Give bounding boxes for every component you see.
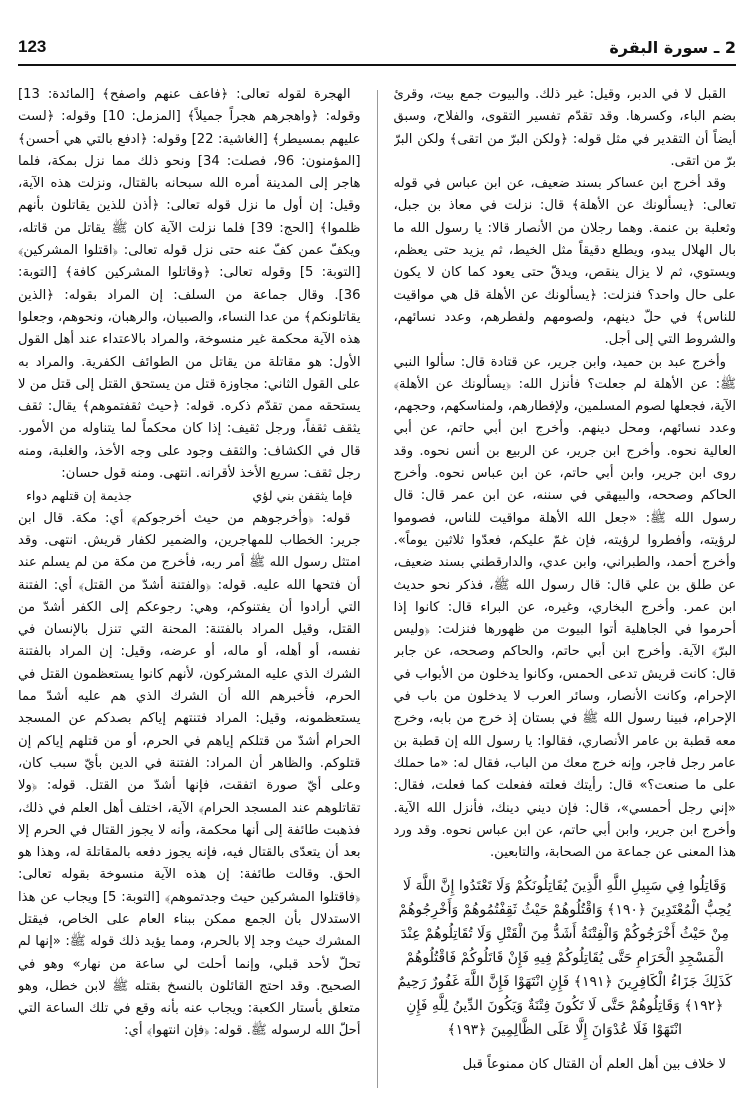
text-columns: [18, 84, 736, 1088]
paragraph: الهجرة لقوله تعالى: ﴿فاعف عنهم واصفح﴾ [المائدة: 13] وقوله: ﴿واهجرهم هجراً جميلاً﴾ [المزمل: 10] وقوله: ﴿لست عليهم بمسيطر﴾ [الغاشية: 22] وقوله: ﴿ادفع بالتي هي أحسن﴾ [المؤمنون: 96، فصلت: 34] ونحو ذلك مما نزل بمكة، فلما هاجر إلى المدينة أمره الله سبحانه بالقتال، ونزلت هذه الآية، وقيل: إن أول ما نزل قوله تعالى: ﴿أذن للذين يقاتلون بأنهم ظلموا﴾ [الحج: 39] فلما نزلت الآية كان ﷺ يقاتل من قاتله، ويكفّ عمن كفّ عنه حتى نزل قوله تعالى: ﴿اقتلوا المشركين﴾ [التوبة: 5] وقوله تعالى: ﴿وقاتلوا المشركين كافة﴾ [التوبة: 36]. وقال جماعة من السلف: إن المراد بقوله: ﴿الذين يقاتلونكم﴾ من عدا النساء، والصبيان، والرهبان، ونحوهم، وجعلوا هذه الآية محكمة غير منسوخة، والمراد بالاعتداء عند أهل القول الأول: هو مقاتلة من يقاتل من الطوائف الكفرية. والمراد به على القول الثاني: مجاوزة قتل من يستحق القتل إلى قتل من لا يستحقه ممن تقدّم ذكره. قوله: ﴿حيث ثقفتموهم﴾ يقال: ثقف يثقف ثقفاً، ورجل ثقيف: إذا كان محكماً لما يتناوله من الأمور. قال في الكشاف: والثقف وجود على وجه الأخذ، والغلبة، ومنه رجل ثقف: سريع الأخذ لأقرانه. انتهى. ومنه قول حسان:: [18, 87, 361, 482]
poem-first-hemistich: فإما يثقفن بني لؤي: [252, 488, 353, 504]
paragraph: قوله: ﴿وأخرجوهم من حيث أخرجوكم﴾ أي: مكة. قال ابن جرير: الخطاب للمهاجرين، والضمير لكفار قريش. انتهى. وقد امتثل رسول الله ﷺ أمر ربه، فأخرج من مكة من لم يسلم عند أن فتحها الله عليه. قوله: ﴿والفتنة أشدّ من القتل﴾ أي: الفتنة التي أرادوا أن يفتنوكم، وهي: رجوعكم إلى الكفر أشدّ من القتل، وقيل المراد بالفتنة: المحنة التي تنزل بالإنسان في نفسه، أو أهله، أو ماله، أو عرضه، وقيل: إن المراد بالفتنة الشرك الذي عليه المشركون، لأنهم كانوا يستعظمون القتل في الحرم، فأخبرهم الله أن الشرك الذي هم عليه أشدّ مما يستعظمونه، وقيل: المراد فتنتهم إياكم بصدكم عن المسجد الحرام أشدّ من قتلكم إياهم في الحرم، أو من قتلهم إياكم إن قتلوكم. والظاهر أن المراد: الفتنة في الدين بأيّ سبب كان، وعلى أيّ صورة اتفقت، فإنها أشدّ من القتل. قوله: ﴿ولا تقاتلوهم عند المسجد الحرام﴾ الآية، اختلف أهل العلم في ذلك، فذهبت طائفة إلى أنها محكمة، وأنه لا يجوز القتال في الحرم إلا بعد أن يتعدّى بالقتال فيه، فإنه يجوز دفعه بالمقاتلة له، وهذا هو الحق. وقالت طائفة: إن هذه الآية منسوخة بقوله تعالى: ﴿فاقتلوا المشركين حيث وجدتموهم﴾ [التوبة: 5] ويجاب عن هذا الاستدلال بأن الجمع ممكن ببناء العام على الخاص، فيقتل المشرك حيث وجد إلا بالحرم، ومما يؤيد ذلك قوله ﷺ: «إنها لم تحلّ لأحد قبلي، وإنما أحلت لي ساعة من نهار» وهو في الصحيح. وقد احتج القائلون بالنسخ بقتله ﷺ لابن خطل، وهو متعلق بأستار الكعبة: ويجاب عنه بأنه وقع في تلك الساعة التي أحلّ الله لرسوله ﷺ. قوله: ﴿فإن انتهوا﴾ أي:: [18, 510, 361, 1039]
surah-title: 2 ـ سورة البقرة: [609, 37, 736, 57]
quran-verses: [394, 868, 737, 1048]
verse: وَاقْتُلُوهُمْ حَيْثُ ثَقِفْتُمُوهُمْ وَأَخْرِجُوهُمْ مِنْ حَيْثُ أَخْرَجُوكُمْ وَالْفِتْنَةُ أَشَدُّ مِنَ الْقَتْلِ وَلَا تُقَاتِلُوهُمْ عِنْدَ الْمَسْجِدِ الْحَرَامِ حَتَّى يُقَاتِلُوكُمْ فِيهِ فَإِنْ قَاتَلُوكُمْ فَاقْتُلُوهُمْ كَذَلِكَ جَزَاءُ الْكَافِرِينَ ﴿١٩١﴾: [398, 902, 733, 991]
poem-verse: [26, 485, 353, 507]
paragraph: لا خلاف بين أهل العلم أن القتال كان ممنوعاً قبل: [462, 1057, 726, 1073]
verse: وَقَاتِلُوهُمْ حَتَّى لَا تَكُونَ فِتْنَةٌ وَيَكُونَ الدِّينُ لِلَّهِ فَإِنِ انْتَهَوْا فَلَا عُدْوَانَ إِلَّا عَلَى الظَّالِمِينَ ﴿١٩٣﴾: [406, 998, 683, 1039]
paragraph: القبل لا في الدبر، وقيل: غير ذلك. والبيوت جمع بيت، وقرئ بضم الباء، وكسرها. وقد تقدّم تفسير التقوى، والفلاح، وسبق أيضاً أن التقدير في مثل قوله: ﴿ولكن البرّ من اتقى﴾ ولكن البرّ برّ من اتقى.: [393, 87, 736, 169]
paragraph: وقد أخرج ابن عساكر بسند ضعيف، عن ابن عباس في قوله تعالى: ﴿يسألونك عن الأهلة﴾ قال: نزلت في معاذ بن جبل، وثعلبة بن عنمة. وهما رجلان من الأنصار قالا: يا رسول الله ما بال الهلال يبدو، ويطلع دقيقاً مثل الخيط، ثم يزيد حتى يعظم، ويستوي، ثم لا يزال ينقص، ويدقّ حتى يعود كما كان لا يكون على حال واحد؟ فنزلت: ﴿يسألونك عن الأهلة قل هي مواقيت للناس﴾ في حلّ دينهم، ولصومهم ولفطرهم، وعدد نسائهم، والشروط التي إلى أجل.: [393, 176, 736, 348]
verse: وَقَاتِلُوا فِي سَبِيلِ اللَّهِ الَّذِينَ يُقَاتِلُونَكُمْ وَلَا تَعْتَدُوا إِنَّ اللَّهَ لَا يُحِبُّ الْمُعْتَدِينَ ﴿١٩٠﴾: [403, 878, 731, 919]
poem-second-hemistich: جذيمة إن قتلهم دواء: [26, 488, 132, 504]
column-divider: [377, 90, 378, 1088]
left-column: [18, 84, 361, 1088]
right-column: [394, 84, 737, 1088]
page-header: [18, 30, 736, 66]
verse: فَإِنِ انْتَهَوْا فَإِنَّ اللَّهَ غَفُورٌ رَحِيمٌ ﴿١٩٢﴾: [397, 974, 724, 1015]
paragraph: وأخرج عبد بن حميد، وابن جرير، عن قتادة قال: سألوا النبي ﷺ: عن الأهلة لم جعلت؟ فأنزل الله: ﴿يسألونك عن الأهلة﴾ الآية، فجعلها لصوم المسلمين، ولإفطارهم، ولمناسكهم، وحجهم، وعدد نسائهم، ومحل دينهم. وأخرج ابن أبي حاتم، عن أبي العالية نحوه. وأخرج ابن جرير، عن الربيع بن أنس نحوه. وقد روى ابن جرير، وابن أبي حاتم، عن ابن عباس نحوه. وأخرج الحاكم وصححه، والبيهقي في سننه، عن ابن عمر قال: قال رسول الله ﷺ: «جعل الله الأهلة مواقيت للناس، فصوموا لرؤيته، وأفطروا لرؤيته، فإن غمّ عليكم، فعدّوا ثلاثين يوماً». وأخرج أحمد، والطبراني، وابن عدي، والدارقطني بسند ضعيف، عن طلق بن علي قال: قال رسول الله ﷺ، فذكر نحو حديث ابن عمر. وأخرج البخاري، وغيره، عن البراء قال: كانوا إذا أحرموا في الجاهلية أتوا البيوت من ظهورها فنزلت: ﴿وليس البرّ﴾ الآية. وأخرج ابن أبي حاتم، والحاكم وصححه، عن جابر قال: كانت قريش تدعى الحمس، وكانوا يدخلون من الأبواب في الإحرام، وكانت الأنصار، وسائر العرب لا يدخلون من باب في الإحرام، فبينا رسول الله ﷺ في بستان إذ خرج من بابه، وخرج معه قطبة بن عامر الأنصاري، فقالوا: يا رسول الله إن قطبة بن عامر رجل فاجر، وإنه خرج معك من الباب، فقال له: «ما حملك على ما صنعت؟» قال: رأيتك فعلته ففعلت كما فعلت، فقال: «إني رجل أحمسي»، قال: فإن ديني دينك، فأنزل الله الآية. وأخرج ابن جرير، وابن أبي حاتم، عن ابن عباس نحوه. وقد ورد هذا المعنى عن جماعة من الصحابة، والتابعين.: [393, 354, 736, 861]
page-number: 123: [18, 37, 47, 56]
